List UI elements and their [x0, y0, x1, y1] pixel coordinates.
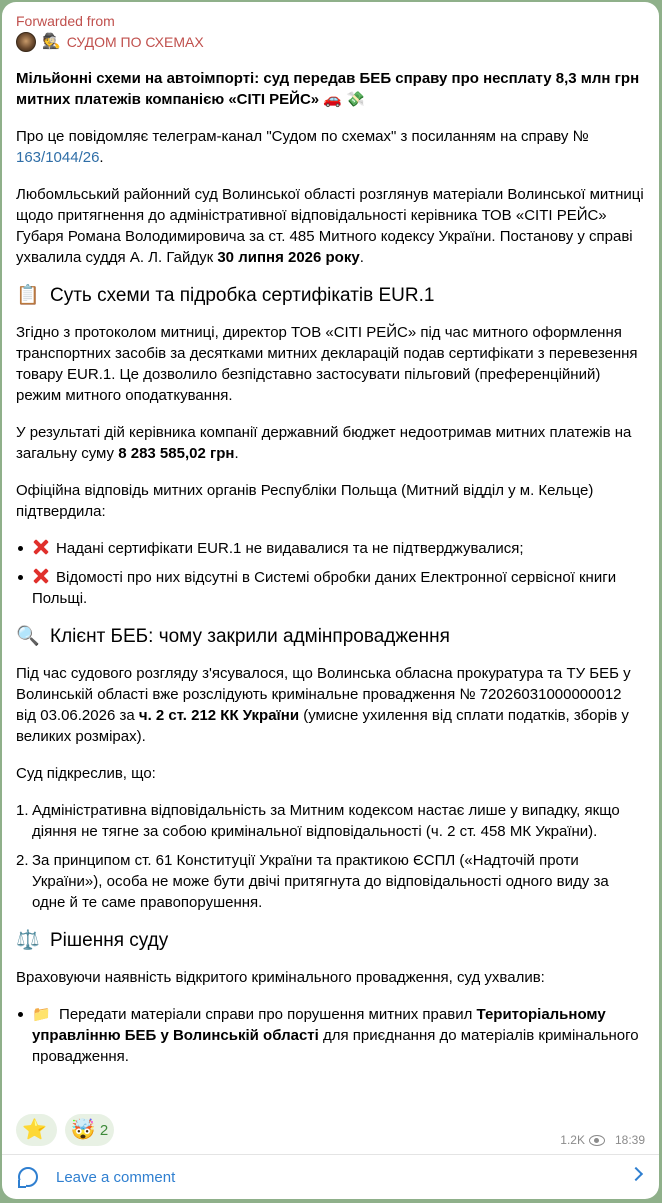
- court-date: 30 липня 2026 року: [217, 249, 360, 266]
- scales-icon: ⚖️: [16, 930, 40, 951]
- leave-comment-button[interactable]: [2, 1155, 659, 1199]
- message-card: [2, 2, 659, 1199]
- reactions-bar: [16, 1114, 114, 1146]
- reaction-exploding-head-button[interactable]: [65, 1114, 114, 1146]
- leave-comment-label: Leave a comment: [56, 1168, 176, 1186]
- intro-paragraph: Про це повідомляє телеграм-канал "Судом по схемах" з посиланням на справу № 163/1044/26.: [16, 128, 589, 166]
- folder-icon: 📁: [32, 1006, 51, 1023]
- decision-list: [16, 1004, 644, 1067]
- channel-name[interactable]: СУДОМ ПО СХЕМАХ: [66, 34, 204, 50]
- case-number-link[interactable]: 163/1044/26: [16, 149, 100, 166]
- scheme-paragraph-1: Згідно з протоколом митниці, директор ТОВ «СІТІ РЕЙС» під час митного оформлення транспортних засобів за десятками митних декларацій подав сертифікати з перевезення товару EUR.1. Це дозволило безпідставно застосувати пільговий (преференційний) режим митного оподаткування.: [16, 324, 638, 404]
- court-paragraph: Любомльський районний суд Волинської області розглянув матеріали Волинської митниці щодо притягнення до адміністративної відповідальності керівника ТОВ «СІТІ РЕЙС» Губаря Романа Володимировича за ст. 485 Митного кодексу України. Постанову у справі ухвалила суддя А. Л. Гайдук 30 липня 2026 року.: [16, 186, 644, 266]
- beb-paragraph-2: Суд підкреслив, що:: [16, 765, 156, 782]
- forwarded-channel-link[interactable]: [16, 32, 204, 52]
- detective-emoji-icon: 🕵️: [42, 33, 61, 50]
- list-item: Надані сертифікати EUR.1 не видавалися та не підтверджувалися;: [16, 538, 644, 559]
- title-emoji: 🚗 💸: [323, 91, 365, 108]
- scheme-paragraph-2: У результаті дій керівника компанії державний бюджет недоотримав митних платежів на загальну суму 8 283 585,02 грн.: [16, 424, 632, 462]
- list-item: 2. За принципом ст. 61 Конституції України та практикою ЄСПЛ («Надточій проти України»), особа не може бути двічі притягнута до відповідальності одного виду за одне й те саме правопорушення.: [16, 852, 609, 911]
- decision-paragraph: Враховуючи наявність відкритого кримінального провадження, суд ухвалив:: [16, 969, 545, 986]
- message-time: 18:39: [614, 1133, 645, 1147]
- magnifier-icon: 🔍: [16, 626, 40, 647]
- post-title: Мільйонні схеми на автоімпорті: суд передав БЕБ справу про несплату 8,3 млн грн митних платежів компанією «СІТІ РЕЙС» 🚗 💸: [16, 70, 640, 108]
- cross-mark-icon: [32, 567, 50, 585]
- section-heading-beb: 🔍 Клієнт БЕБ: чому закрили адмінпровадження: [16, 626, 450, 647]
- reaction-star-button[interactable]: [16, 1114, 57, 1146]
- section-heading-scheme: 📋 Суть схеми та підробка сертифікатів EUR.1: [16, 285, 435, 306]
- list-item: 📁 Передати матеріали справи про порушення митних правил Територіальному управлінню БЕБ у Волинській області для приєднання до матеріалів кримінального провадження.: [16, 1004, 644, 1067]
- channel-avatar[interactable]: [16, 32, 36, 52]
- post-body: [16, 68, 644, 1083]
- message-meta: [560, 1133, 645, 1147]
- chevron-right-icon: [629, 1167, 643, 1181]
- clipboard-icon: 📋: [16, 285, 40, 306]
- list-item: 1. Адміністративна відповідальність за Митним кодексом настає лише у випадку, якщо діяння не тягне за собою кримінальної відповідальності (ч. 2 ст. 458 МК України).: [16, 802, 620, 840]
- scheme-paragraph-3: Офіційна відповідь митних органів Республіки Польща (Митний відділ у м. Кельце) підтвердила:: [16, 482, 594, 520]
- forwarded-label: Forwarded from: [16, 13, 115, 29]
- damage-amount: 8 283 585,02 грн: [118, 445, 235, 462]
- poland-response-list: [16, 538, 644, 609]
- exploding-head-icon: 🤯: [70, 1119, 96, 1141]
- comment-bubble-icon: [18, 1167, 38, 1187]
- star-icon: ⭐: [22, 1119, 47, 1141]
- court-points-list: [16, 800, 644, 913]
- beb-paragraph-1: Під час судового розгляду з'ясувалося, що Волинська обласна прокуратура та ТУ БЕБ у Волинській області вже розслідують кримінальне провадження № 72026031000000012 від 03.06.2026 за ч. 2 ст. 212 КК України (умисне ухилення від сплати податків, зборів у великих розмірах).: [16, 665, 631, 745]
- reaction-count: 2: [99, 1121, 109, 1139]
- cross-mark-icon: [32, 538, 50, 556]
- view-count: 1.2K: [560, 1133, 585, 1147]
- eye-icon: [589, 1135, 605, 1145]
- section-heading-decision: ⚖️ Рішення суду: [16, 930, 169, 951]
- list-item: Відомості про них відсутні в Системі обробки даних Електронної сервісної книги Польщі.: [16, 567, 644, 609]
